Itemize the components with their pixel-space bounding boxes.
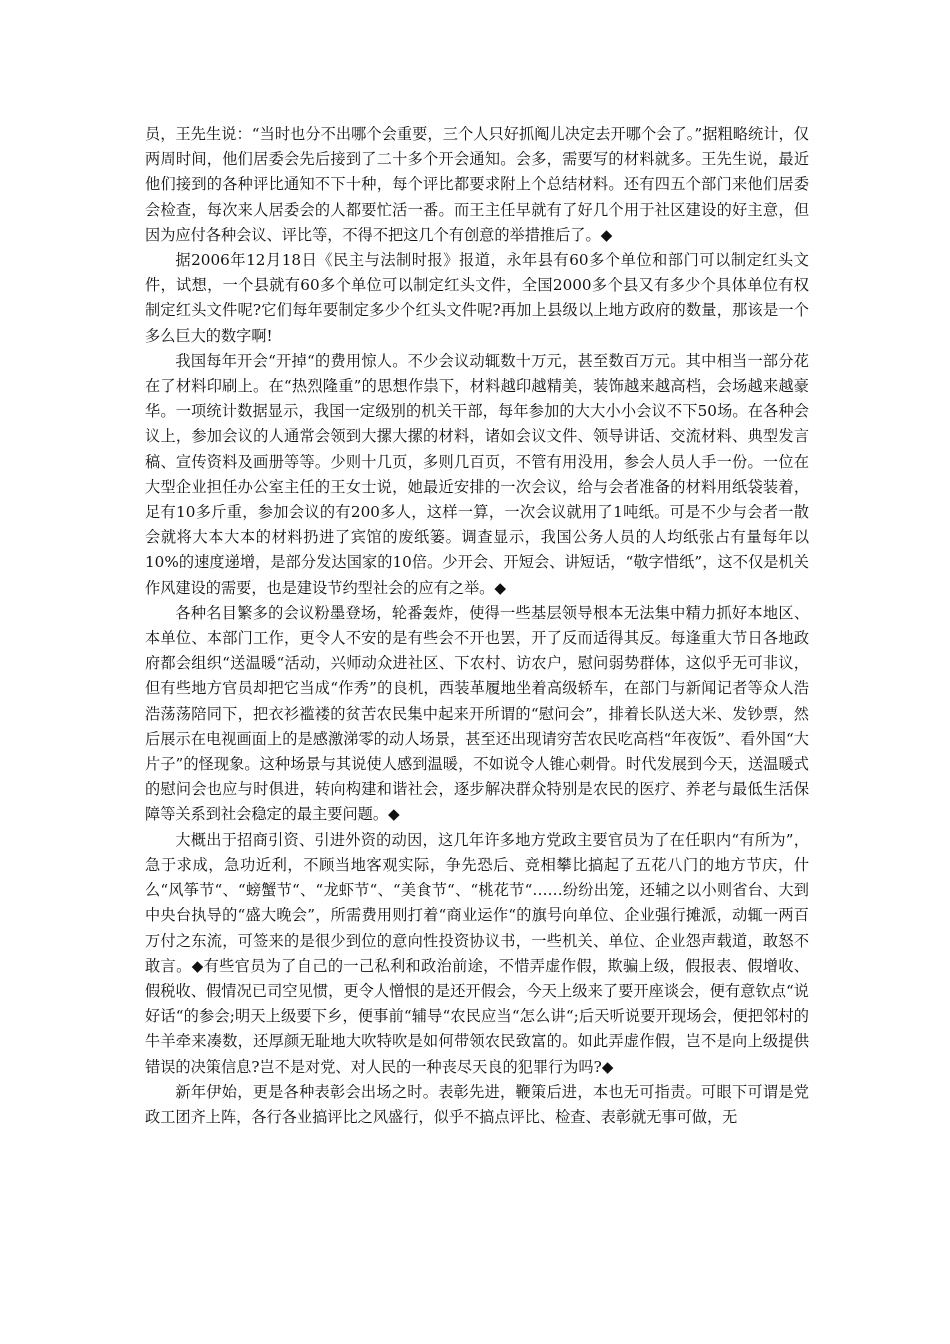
paragraph: 各种名目繁多的会议粉墨登场，轮番轰炸，使得一些基层领导根本无法集中精力抓好本地区、本单位、本部门工作，更令人不安的是有些会不开也罢，开了反而适得其反。每逢重大节日各地政府都会组织“送温暖“活动，兴师动众进社区、下农村、访农户，慰问弱势群体，这似乎无可非议，但有些地方官员却把它当成“作秀”的良机，西装革履地坐着高级轿车，在部门与新闻记者等众人浩浩荡荡陪同下，把衣衫褴褛的贫苦农民集中起来开所谓的“慰问会”，排着长队送大米、发钞票，然后展示在电视画面上的是感激涕零的动人场景，甚至还出现请穷苦农民吃高档“年夜饭”、看外国“大片子”的怪现象。这种场景与其说使人感到温暖，不如说令人锥心刺骨。时代发展到今天，送温暖式的慰问会也应与时俱进，转向构建和谐社会，逐步解决群众特别是农民的医疗、养老与最低生活保障等关系到社会稳定的最主要问题。◆: [145, 603, 809, 824]
paragraph: 新年伊始，更是各种表彰会出场之时。表彰先进，鞭策后进，本也无可指责。可眼下可谓是党政工团齐上阵，各行各业搞评比之风盛行，似乎不搞点评比、检查、表彰就无事可做，无: [145, 1082, 809, 1126]
paragraph: 大概出于招商引资、引进外资的动因，这几年许多地方党政主要官员为了在任职内“有所为”，急于求成，急功近利，不顾当地客观实际，争先恐后、竞相攀比搞起了五花八门的地方节庆，什么“风筝节“、“螃蟹节“、“龙虾节“、“美食节“、“桃花节“……纷纷出笼，还辅之以小则省台、大到中央台执导的“盛大晚会”，所需费用则打着“商业运作“的旗号向单位、企业强行摊派，动辄一两百万付之东流，可签来的是很少到位的意向性投资协议书，一些机关、单位、企业怨声载道，敢怒不敢言。◆有些官员为了自己的一己私利和政治前途，不惜弄虚作假，欺骗上级，假报表、假增收、假税收、假情况已司空见惯，更令人憎恨的是还开假会，今天上级来了要开座谈会，便有意钦点“说好话“的参会;明天上级要下乡，便事前“辅导“农民应当“怎么讲“;后天听说要开现场会，便把邻村的牛羊牵来凑数，还厚颜无耻地大吹特吹是如何带领农民致富的。如此弄虚作假，岂不是向上级提供错误的决策信息?岂不是对党、对人民的一种丧尽天良的犯罪行为吗?◆: [145, 830, 809, 1076]
paragraph: 据2006年12月18日《民主与法制时报》报道，永年县有60多个单位和部门可以制定红头文件，试想，一个县就有60多个单位可以制定红头文件，全国2000多个县又有多少个具体单位有权制定红头文件呢?它们每年要制定多少个红头文件呢?再加上县级以上地方政府的数量，那该是一个多么巨大的数字啊!: [145, 251, 809, 345]
paragraph: 我国每年开会“开掉“的费用惊人。不少会议动辄数十万元，甚至数百万元。其中相当一部分花在了材料印刷上。在“热烈隆重”的思想作祟下，材料越印越精美，装饰越来越高档，会场越来越豪华。一项统计数据显示，我国一定级别的机关干部，每年参加的大大小小会议不下50场。在各种会议上，参加会议的人通常会领到大摞大摞的材料，诸如会议文件、领导讲话、交流材料、典型发言稿、宣传资料及画册等等。少则十几页，多则几百页，不管有用没用，参会人员人手一份。一位在大型企业担任办公室主任的王女士说，她最近安排的一次会议，给与会者准备的材料用纸袋装着，足有10多斤重，参加会议的有200多人，这样一算，一次会议就用了1吨纸。可是不少与会者一散会就将大本大本的材料扔进了宾馆的废纸篓。调查显示，我国公务人员的人均纸张占有量每年以10%的速度递增，是部分发达国家的10倍。少开会、开短会、讲短话，“敬字惜纸”，这不仅是机关作风建设的需要，也是建设节约型社会的应有之举。◆: [145, 351, 809, 597]
paragraph: 员，王先生说：“当时也分不出哪个会重要，三个人只好抓阄儿决定去开哪个会了。”据粗略统计，仅两周时间，他们居委会先后接到了二十多个开会通知。会多，需要写的材料就多。王先生说，最近他们接到的各种评比通知不下十种，每个评比都要求附上个总结材料。还有四五个部门来他们居委会检查，每次来人居委会的人都要忙活一番。而王主任早就有了好几个用于社区建设的好主意，但因为应付各种会议、评比等，不得不把这几个有创意的举措推后了。◆: [145, 125, 809, 244]
document-body: [145, 122, 809, 1130]
